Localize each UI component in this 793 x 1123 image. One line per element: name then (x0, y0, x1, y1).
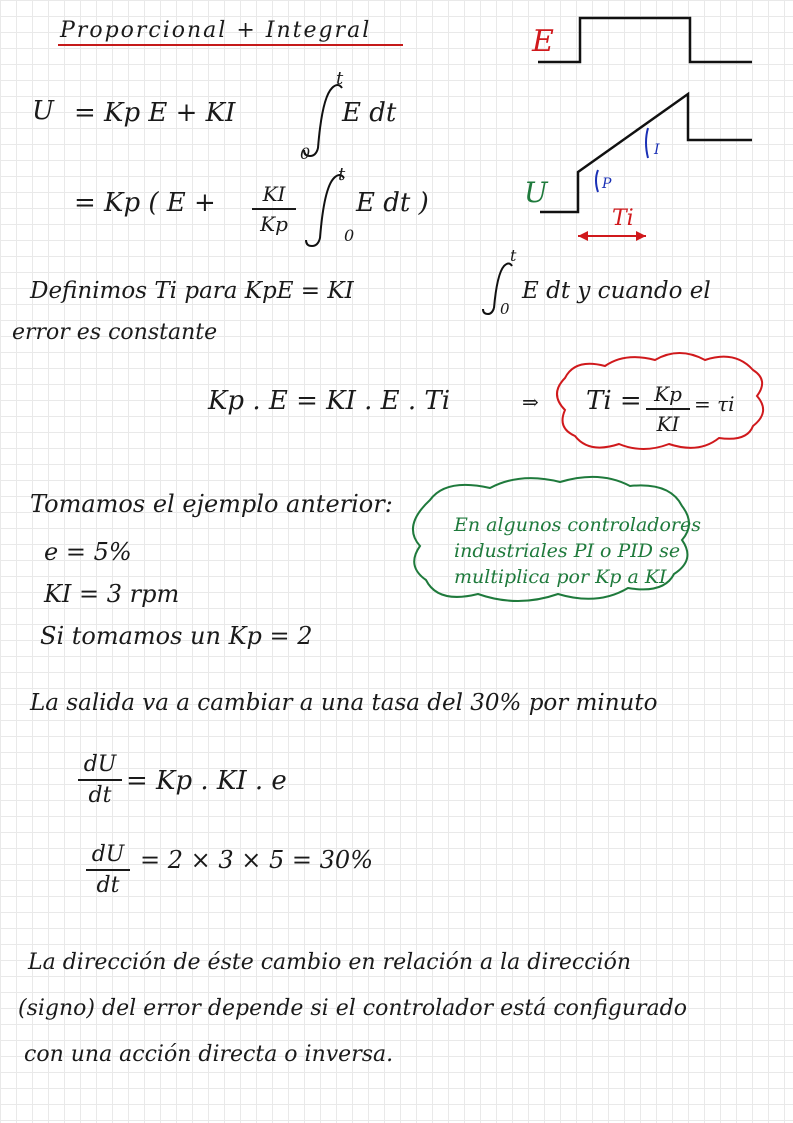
graph-label-e: E (532, 24, 554, 59)
definition-line1-a: Definimos Ti para KpE = KI (30, 278, 354, 304)
rate-sentence: La salida va a cambiar a una tasa del 30% por minuto (30, 690, 658, 716)
eq2-prefix: = Kp ( E + (74, 188, 216, 218)
deriv2-num: dU (91, 842, 125, 867)
eq2-integrand: E dt ) (356, 188, 429, 218)
deriv1-num: dU (83, 752, 117, 777)
deriv2-fraction (86, 842, 130, 898)
i-brace (646, 128, 648, 158)
ti-arrow-right (636, 231, 646, 241)
eq3-boxed-lhs: Ti = (586, 386, 642, 416)
closing-line1: La dirección de éste cambio en relación a la dirección (28, 950, 632, 975)
example-e: e = 5% (44, 538, 132, 566)
graph-label-p: P (602, 176, 612, 192)
closing-line2: (signo) del error depende si el controlador está configurado (18, 996, 687, 1021)
deriv2-rhs: = 2 × 3 × 5 = 30% (140, 846, 373, 874)
graph-label-ti: Ti (612, 206, 634, 231)
eq1-lower-limit: 0 (300, 144, 311, 163)
eq3-arrow: ⇒ (522, 390, 539, 414)
page-title: Proporcional + Integral (60, 18, 372, 43)
closing-line3: con una acción directa o inversa. (24, 1042, 394, 1067)
eq3-fraction (646, 382, 690, 436)
eq1-upper-limit: t (336, 68, 344, 89)
note-line3: multiplica por Kp a KI (454, 566, 667, 588)
eq2-lower-limit: 0 (344, 226, 355, 245)
graph-label-i: I (654, 142, 660, 158)
eq1-integrand: E dt (342, 98, 397, 128)
eq3-frac-den: KI (656, 412, 680, 436)
definition-lower-limit: 0 (500, 300, 510, 318)
deriv1-rhs: = Kp . KI . e (126, 766, 287, 796)
p-brace (596, 170, 598, 192)
graph-label-u: U (524, 176, 548, 209)
eq1-lhs: U (32, 96, 54, 126)
deriv1-fraction (78, 752, 122, 808)
ti-arrow-left (578, 231, 588, 241)
example-intro: Tomamos el ejemplo anterior: (30, 490, 393, 518)
e-step-curve (538, 18, 752, 62)
eq2-frac-den: Kp (260, 212, 288, 236)
eq3-frac-num: Kp (654, 382, 682, 406)
eq2-frac-num: KI (262, 182, 286, 206)
note-line2: industriales PI o PID se (454, 540, 681, 562)
deriv1-den: dt (88, 783, 112, 808)
definition-line1-b: E dt y cuando el (522, 278, 711, 304)
example-kp: Si tomamos un Kp = 2 (40, 622, 313, 650)
note-line1: En algunos controladores (454, 514, 701, 536)
eq2-fraction (252, 182, 296, 236)
eq2-upper-limit: t (338, 164, 346, 185)
deriv2-den: dt (96, 873, 120, 898)
eq1-rhs: = Kp E + KI (74, 98, 236, 128)
eq3-boxed-rhs: = τi (694, 392, 735, 416)
eq3-text: Kp . E = KI . E . Ti (208, 386, 451, 416)
integral-sign-2 (306, 175, 344, 246)
definition-upper-limit: t (510, 246, 517, 265)
example-ki: KI = 3 rpm (44, 580, 180, 608)
definition-line2: error es constante (12, 320, 218, 345)
